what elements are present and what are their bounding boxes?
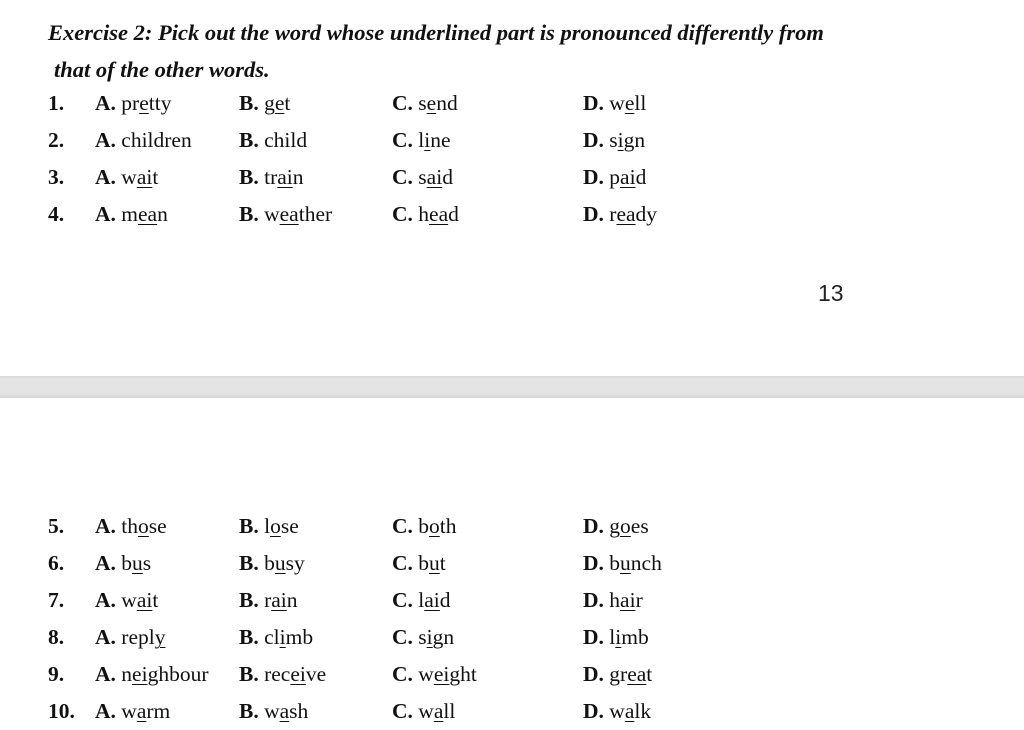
option-letter: B. — [239, 202, 259, 226]
answer-option[interactable] — [392, 693, 455, 730]
option-letter: D. — [583, 128, 604, 152]
option-word-end: s — [142, 551, 152, 575]
answer-option[interactable] — [583, 508, 649, 545]
answer-option[interactable] — [95, 122, 192, 159]
option-letter: A. — [95, 588, 116, 612]
question-number: 3. — [48, 165, 65, 189]
option-word-start: w — [121, 588, 137, 612]
answer-option[interactable] — [95, 693, 170, 730]
underlined-part: ai — [426, 165, 443, 189]
document-page-bottom — [0, 398, 1024, 729]
answer-option[interactable] — [583, 545, 662, 582]
answer-option[interactable] — [583, 619, 649, 656]
option-letter: B. — [239, 625, 259, 649]
answer-option[interactable] — [392, 196, 459, 233]
option-letter: C. — [392, 625, 413, 649]
underlined-part: a — [136, 699, 147, 723]
option-word-start: n — [121, 662, 133, 686]
answer-option[interactable] — [239, 508, 299, 545]
underlined-part: a — [279, 699, 290, 723]
question-row — [0, 85, 1024, 122]
answer-option[interactable] — [239, 582, 298, 619]
question-number: 7. — [48, 588, 65, 612]
underlined-part: ea — [279, 202, 299, 226]
option-word-start: w — [121, 165, 137, 189]
option-letter: D. — [583, 588, 604, 612]
option-word-start: b — [121, 551, 133, 575]
option-word-end: d — [448, 202, 459, 226]
exercise-heading — [48, 14, 918, 88]
option-letter: C. — [392, 128, 413, 152]
option-word-end: t — [152, 165, 159, 189]
page-separator — [0, 376, 1024, 398]
option-word-start: l — [609, 625, 616, 649]
option-word-start: w — [418, 699, 434, 723]
option-word-start: w — [609, 91, 625, 115]
option-word-end: th — [439, 514, 457, 538]
underlined-part: o — [620, 514, 631, 538]
option-letter: C. — [392, 662, 413, 686]
answer-option[interactable] — [95, 656, 208, 693]
underlined-part: ei — [132, 662, 148, 686]
option-letter: C. — [392, 551, 413, 575]
underlined-part: ai — [277, 165, 293, 189]
underlined-part: ai — [136, 165, 153, 189]
underlined-part: e — [139, 91, 149, 115]
underlined-part: ai — [271, 588, 287, 612]
underlined-part: i — [615, 625, 622, 649]
option-letter: C. — [392, 699, 413, 723]
option-word-start: children — [121, 128, 192, 152]
option-word-end: es — [630, 514, 649, 538]
option-word-start: g — [264, 91, 275, 115]
option-letter: C. — [392, 202, 413, 226]
underlined-part: e — [274, 91, 285, 115]
option-letter: D. — [583, 202, 604, 226]
option-word-end: t — [439, 551, 446, 575]
option-word-end: ll — [634, 91, 647, 115]
answer-option[interactable] — [392, 656, 477, 693]
underlined-part: i — [426, 625, 433, 649]
question-number: 10. — [48, 699, 75, 723]
option-word-end: d — [635, 165, 647, 189]
option-word-end: gn — [623, 128, 646, 152]
option-word-end: rm — [146, 699, 171, 723]
option-letter: B. — [239, 165, 259, 189]
question-row — [0, 656, 1024, 693]
option-word-end: se — [148, 514, 167, 538]
option-word-end: d — [439, 588, 451, 612]
underlined-part: ai — [136, 588, 153, 612]
option-letter: A. — [95, 202, 116, 226]
option-word-end: n — [157, 202, 168, 226]
answer-option[interactable] — [392, 545, 446, 582]
underlined-part: i — [424, 128, 431, 152]
option-word-start: th — [121, 514, 139, 538]
answer-option[interactable] — [583, 159, 646, 196]
option-word-end: se — [280, 514, 299, 538]
underlined-part: a — [624, 699, 635, 723]
option-word-start: h — [609, 588, 621, 612]
question-number: 8. — [48, 625, 65, 649]
option-word-end: ll — [443, 699, 456, 723]
answer-option[interactable] — [392, 582, 451, 619]
question-number: 4. — [48, 202, 65, 226]
question-number: 9. — [48, 662, 65, 686]
question-row — [0, 545, 1024, 582]
option-letter: B. — [239, 91, 259, 115]
option-word-end: lk — [634, 699, 652, 723]
option-word-start: b — [418, 551, 430, 575]
option-word-end: dy — [635, 202, 658, 226]
option-letter: B. — [239, 588, 259, 612]
option-word-start: child — [264, 128, 308, 152]
option-word-end: n — [292, 165, 304, 189]
question-row — [0, 159, 1024, 196]
answer-option[interactable] — [239, 122, 307, 159]
answer-option[interactable] — [95, 196, 168, 233]
option-letter: A. — [95, 165, 116, 189]
option-letter: A. — [95, 625, 116, 649]
option-word-end: sh — [289, 699, 309, 723]
underlined-part: i — [617, 128, 624, 152]
cropped-text-fragment — [438, 0, 470, 4]
underlined-part: ei — [290, 662, 306, 686]
option-word-start: w — [418, 662, 434, 686]
option-word-end: r — [635, 588, 643, 612]
option-word-start: w — [121, 699, 137, 723]
option-letter: D. — [583, 625, 604, 649]
underlined-part: o — [429, 514, 440, 538]
option-word-end: sy — [285, 551, 305, 575]
answer-option[interactable] — [239, 159, 304, 196]
exercise-heading-line-2: that of the other words. — [54, 57, 270, 82]
option-word-start: g — [609, 514, 621, 538]
option-word-start: w — [609, 699, 625, 723]
option-letter: C. — [392, 165, 413, 189]
option-letter: A. — [95, 514, 116, 538]
answer-option[interactable] — [583, 582, 643, 619]
option-letter: C. — [392, 514, 413, 538]
option-letter: B. — [239, 551, 259, 575]
underlined-part: y — [154, 625, 166, 649]
option-word-end: n — [286, 588, 298, 612]
answer-option[interactable] — [392, 85, 458, 122]
option-word-start: l — [418, 588, 425, 612]
option-word-start: s — [418, 91, 427, 115]
underlined-part: ai — [620, 165, 636, 189]
underlined-part: ai — [620, 588, 636, 612]
option-word-end: gn — [432, 625, 455, 649]
option-letter: D. — [583, 551, 604, 575]
answer-option[interactable] — [239, 693, 308, 730]
option-word-start: l — [264, 514, 271, 538]
answer-option[interactable] — [239, 196, 332, 233]
option-word-start: h — [418, 202, 430, 226]
underlined-part: ei — [433, 662, 450, 686]
option-word-start: l — [418, 128, 425, 152]
option-letter: B. — [239, 699, 259, 723]
option-word-end: tty — [148, 91, 172, 115]
option-word-start: s — [418, 165, 427, 189]
option-word-start: p — [609, 165, 621, 189]
underlined-part: e — [426, 91, 437, 115]
answer-option[interactable] — [239, 545, 305, 582]
option-word-end: ght — [449, 662, 477, 686]
option-word-end: nch — [630, 551, 662, 575]
option-letter: D. — [583, 699, 604, 723]
option-word-end: ghbour — [147, 662, 209, 686]
option-letter: D. — [583, 662, 604, 686]
option-word-end: d — [442, 165, 453, 189]
option-word-end: nd — [436, 91, 458, 115]
answer-option[interactable] — [392, 619, 454, 656]
underlined-part: ea — [138, 202, 158, 226]
answer-option[interactable] — [95, 619, 165, 656]
underlined-part: i — [279, 625, 286, 649]
question-number: 1. — [48, 91, 65, 115]
cropped-text-fragment — [276, 0, 286, 4]
option-letter: A. — [95, 699, 116, 723]
option-letter: D. — [583, 91, 604, 115]
answer-option[interactable] — [239, 85, 290, 122]
option-word-end: t — [646, 662, 653, 686]
option-word-end: t — [284, 91, 291, 115]
option-letter: C. — [392, 588, 413, 612]
question-row — [0, 619, 1024, 656]
option-word-start: s — [609, 128, 618, 152]
option-word-start: w — [264, 202, 280, 226]
answer-option[interactable] — [95, 545, 151, 582]
option-letter: A. — [95, 662, 116, 686]
underlined-part: ai — [424, 588, 440, 612]
option-word-end: ne — [430, 128, 451, 152]
option-word-start: cl — [264, 625, 280, 649]
option-word-end: ve — [305, 662, 327, 686]
option-letter: D. — [583, 514, 604, 538]
question-number: 5. — [48, 514, 65, 538]
option-word-end: mb — [621, 625, 649, 649]
question-row — [0, 508, 1024, 545]
option-letter: B. — [239, 514, 259, 538]
answer-option[interactable] — [392, 122, 451, 159]
underlined-part: u — [620, 551, 631, 575]
option-word-start: b — [418, 514, 430, 538]
option-word-end: t — [152, 588, 159, 612]
option-word-start: r — [264, 588, 272, 612]
question-number: 6. — [48, 551, 65, 575]
underlined-part: ea — [616, 202, 636, 226]
cropped-text-fragment — [127, 0, 167, 4]
option-word-start: m — [121, 202, 139, 226]
option-word-start: w — [264, 699, 280, 723]
exercise-heading-line-1: Exercise 2: Pick out the word whose underlined part is pronounced differently from — [48, 20, 824, 45]
question-row — [0, 582, 1024, 619]
answer-option[interactable] — [392, 159, 453, 196]
underlined-part: u — [132, 551, 143, 575]
cropped-text-fragment — [620, 0, 630, 4]
answer-option[interactable] — [95, 159, 158, 196]
option-word-start: gr — [609, 662, 628, 686]
answer-option[interactable] — [95, 508, 167, 545]
question-row — [0, 122, 1024, 159]
option-word-start: pr — [121, 91, 140, 115]
option-letter: B. — [239, 128, 259, 152]
option-letter: C. — [392, 91, 413, 115]
underlined-part: ea — [627, 662, 647, 686]
option-word-end: ther — [298, 202, 333, 226]
underlined-part: e — [624, 91, 635, 115]
underlined-part: a — [433, 699, 444, 723]
answer-option[interactable] — [95, 85, 171, 122]
option-word-start: rec — [264, 662, 291, 686]
option-word-start: s — [418, 625, 427, 649]
underlined-part: u — [274, 551, 286, 575]
answer-option[interactable] — [239, 656, 326, 693]
answer-option[interactable] — [239, 619, 313, 656]
option-word-start: tr — [264, 165, 278, 189]
answer-option[interactable] — [95, 582, 158, 619]
option-word-end: mb — [285, 625, 314, 649]
option-letter: A. — [95, 551, 116, 575]
underlined-part: ea — [429, 202, 449, 226]
option-letter: A. — [95, 91, 116, 115]
option-word-start: b — [609, 551, 621, 575]
option-word-start: repl — [121, 625, 155, 649]
question-row — [0, 693, 1024, 730]
answer-option[interactable] — [583, 85, 646, 122]
option-letter: A. — [95, 128, 116, 152]
question-row — [0, 196, 1024, 233]
question-number: 2. — [48, 128, 65, 152]
answer-option[interactable] — [583, 196, 657, 233]
option-letter: D. — [583, 165, 604, 189]
answer-option[interactable] — [583, 122, 645, 159]
answer-option[interactable] — [392, 508, 457, 545]
underlined-part: o — [270, 514, 281, 538]
answer-option[interactable] — [583, 656, 652, 693]
option-word-start: r — [609, 202, 617, 226]
underlined-part: o — [138, 514, 149, 538]
option-word-start: b — [264, 551, 275, 575]
answer-option[interactable] — [583, 693, 651, 730]
underlined-part: u — [429, 551, 440, 575]
cropped-previous-line — [0, 0, 1024, 4]
option-letter: B. — [239, 662, 259, 686]
page-number: 13 — [818, 280, 844, 306]
